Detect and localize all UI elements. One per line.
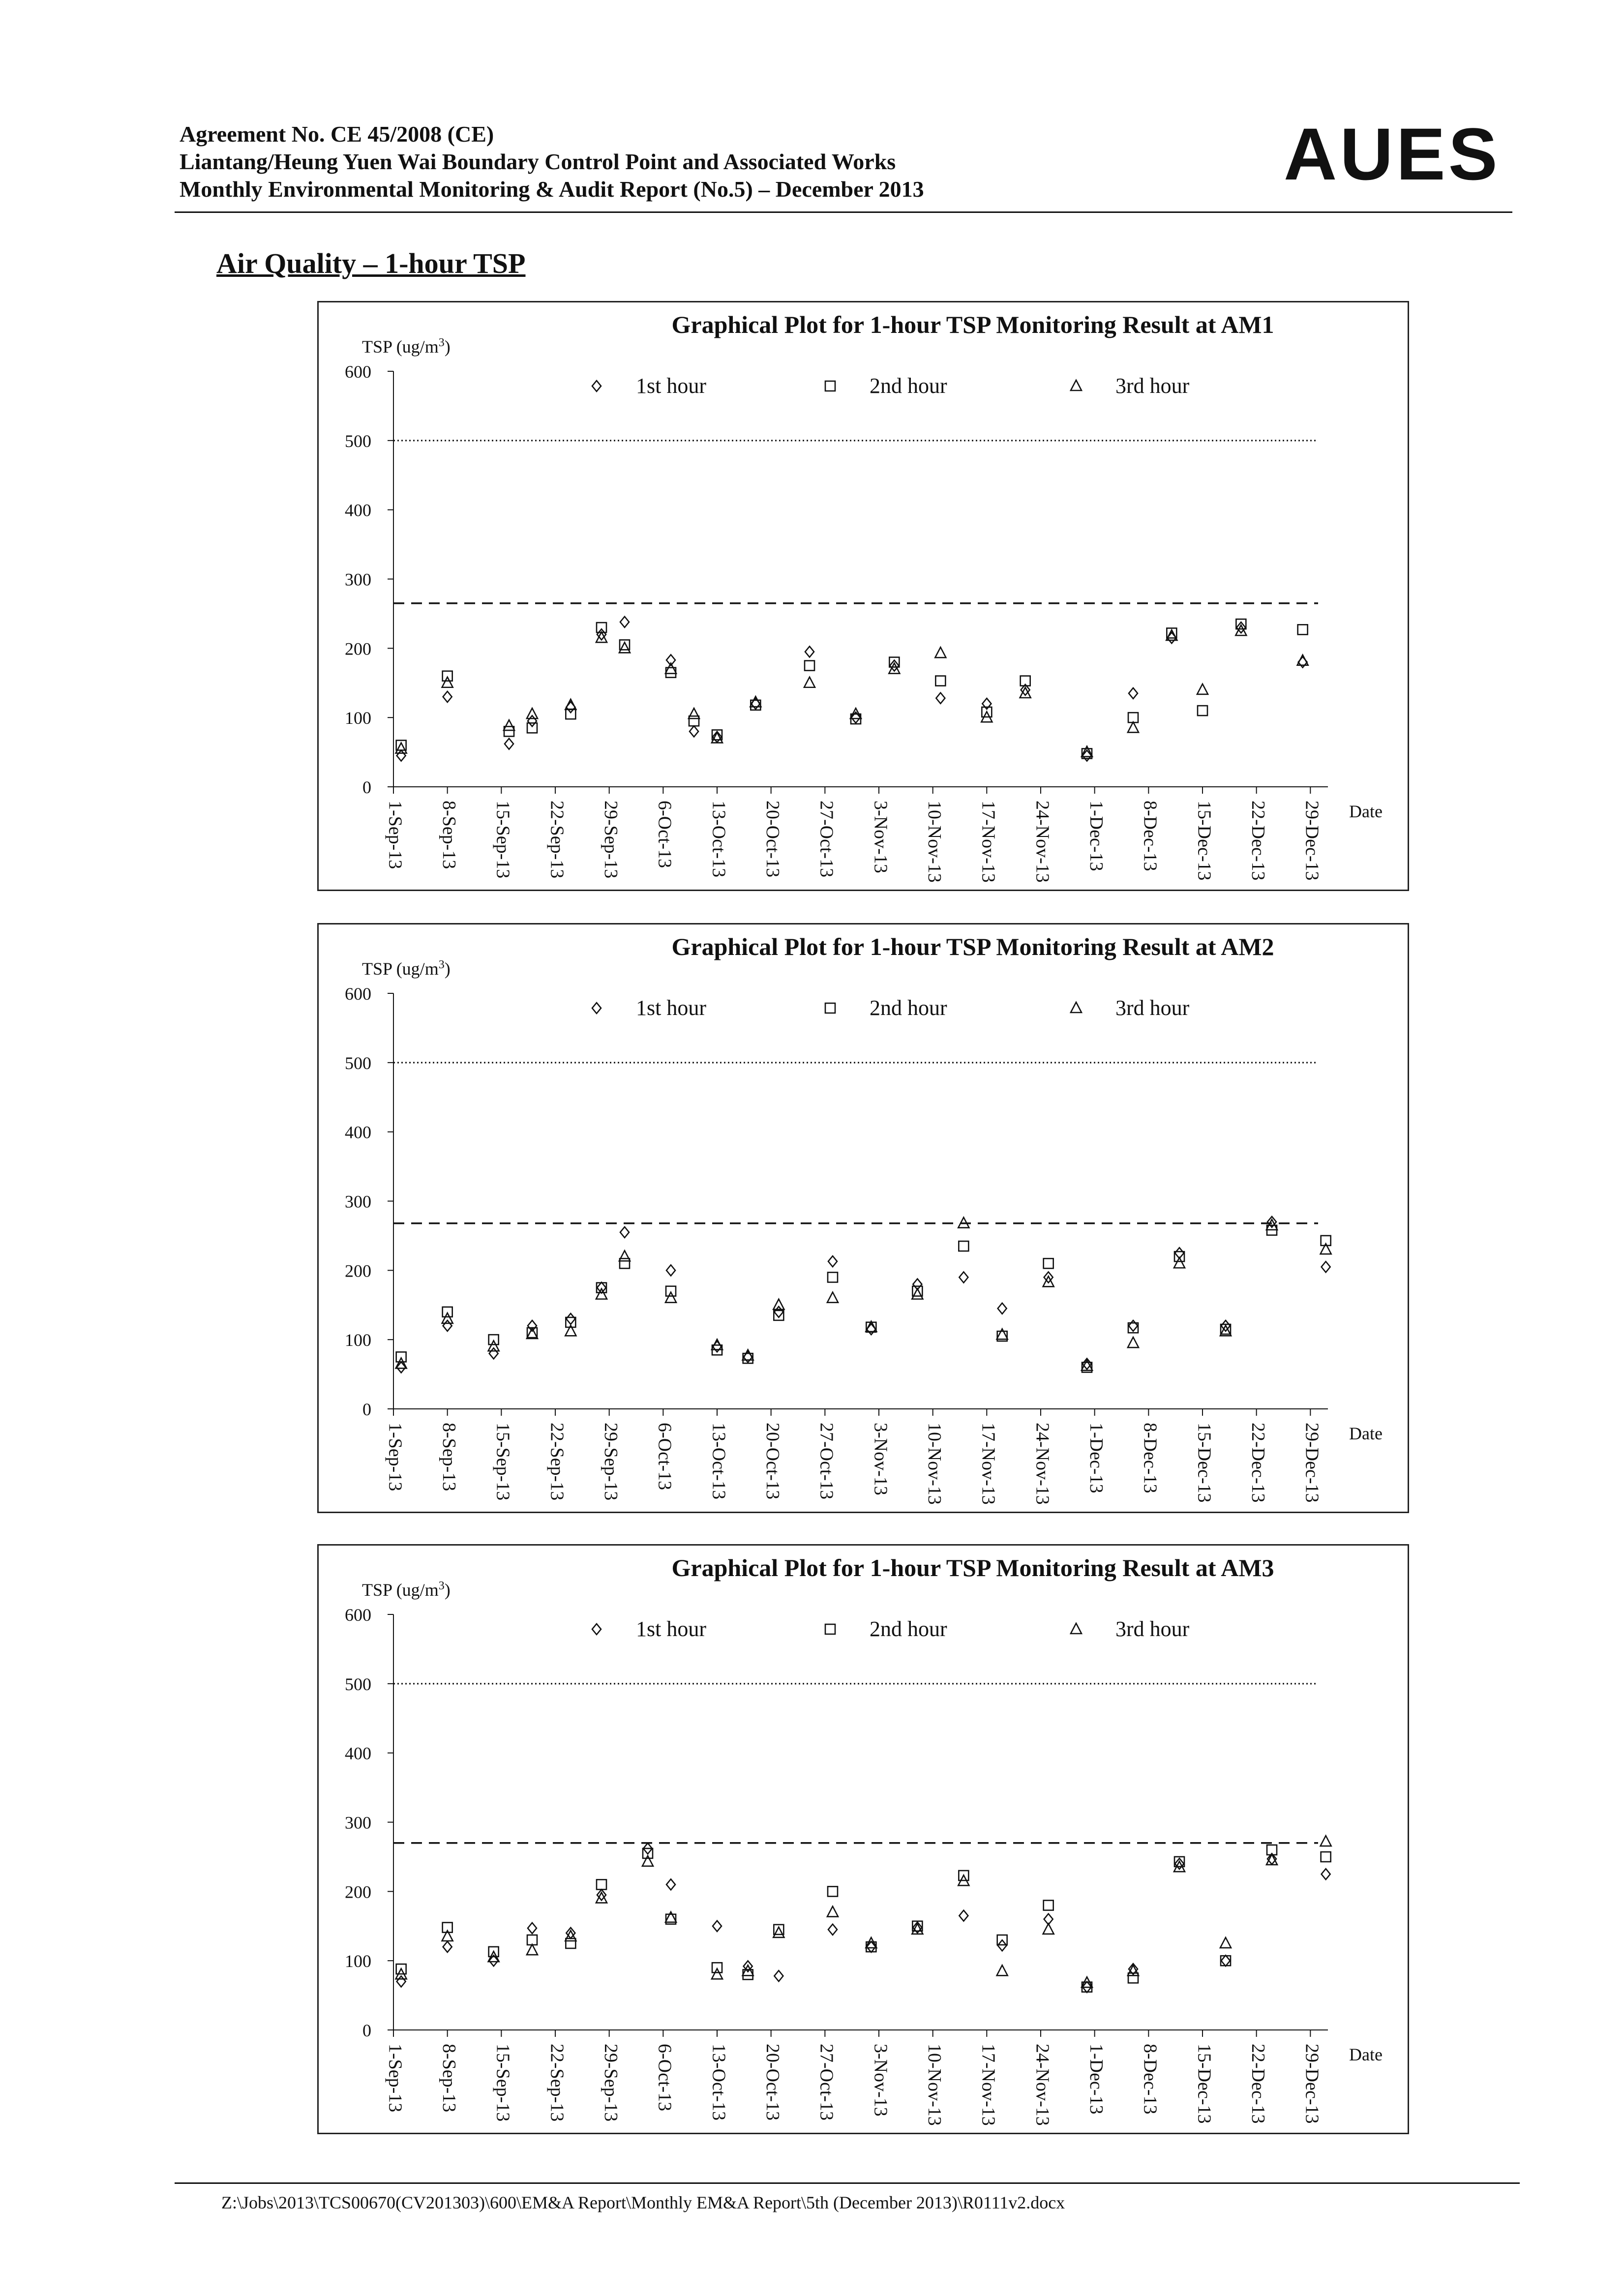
x-tick-label: 8-Sep-13 xyxy=(438,1423,459,1491)
am3-point-diamond xyxy=(828,1924,837,1935)
x-tick-label: 22-Sep-13 xyxy=(546,1423,568,1501)
x-tick-label: 15-Sep-13 xyxy=(492,2044,513,2122)
legend-label: 3rd hour xyxy=(1115,374,1190,398)
agreement-number: Agreement No. CE 45/2008 (CE) xyxy=(180,121,494,147)
x-tick-label: 1-Dec-13 xyxy=(1085,1423,1107,1493)
footer-divider xyxy=(175,2182,1520,2184)
am1-point-triangle xyxy=(1197,684,1208,694)
am2-point-triangle xyxy=(665,1292,676,1303)
x-tick-label: 15-Sep-13 xyxy=(492,801,513,879)
am3-point-diamond xyxy=(713,1921,722,1932)
am1-point-diamond xyxy=(443,691,452,702)
x-tick-label: 8-Dec-13 xyxy=(1140,2044,1161,2115)
am2-point-triangle xyxy=(527,1328,538,1339)
legend-label: 2nd hour xyxy=(870,996,947,1020)
y-tick-label: 400 xyxy=(345,1743,371,1763)
x-tick-label: 20-Oct-13 xyxy=(762,801,783,878)
x-tick-label: 29-Dec-13 xyxy=(1301,2044,1323,2124)
am2-point-triangle xyxy=(619,1251,630,1261)
am3-point-diamond xyxy=(959,1910,968,1921)
am2-point-diamond xyxy=(666,1265,675,1276)
am2-point-square xyxy=(828,1272,838,1282)
am3-point-diamond xyxy=(774,1970,783,1981)
x-tick-label: 22-Dec-13 xyxy=(1247,801,1268,881)
section-title: Air Quality – 1-hour TSP xyxy=(216,247,526,279)
am1-point-diamond xyxy=(505,739,513,749)
legend-label: 2nd hour xyxy=(870,1617,947,1641)
x-tick-label: 22-Sep-13 xyxy=(546,801,568,879)
x-tick-label: 10-Nov-13 xyxy=(924,1423,945,1505)
y-tick-label: 200 xyxy=(345,1261,371,1281)
am2-point-diamond xyxy=(774,1307,783,1317)
chart-am2-svg xyxy=(319,924,1408,1512)
x-tick-label: 13-Oct-13 xyxy=(708,2044,729,2121)
y-tick-label: 0 xyxy=(362,1400,371,1419)
legend-label: 3rd hour xyxy=(1115,996,1190,1020)
am3-point-triangle xyxy=(527,1944,538,1955)
report-title: Monthly Environmental Monitoring & Audit Report (No.5) – December 2013 xyxy=(180,177,924,202)
y-tick-label: 600 xyxy=(345,362,371,382)
y-tick-label: 600 xyxy=(345,1605,371,1625)
am2-point-triangle xyxy=(488,1341,499,1351)
am3-point-diamond xyxy=(1221,1955,1230,1966)
x-tick-label: 1-Dec-13 xyxy=(1085,801,1107,871)
x-tick-label: 3-Nov-13 xyxy=(870,801,891,873)
company-logo: AUES xyxy=(1284,113,1501,195)
am1-point-square xyxy=(805,661,814,671)
am2-point-square xyxy=(959,1241,968,1251)
am2-point-diamond xyxy=(998,1303,1007,1314)
x-tick-label: 17-Nov-13 xyxy=(978,801,999,883)
chart-title: Graphical Plot for 1-hour TSP Monitoring Result at AM2 xyxy=(671,933,1274,960)
am2-point-square xyxy=(1044,1258,1053,1268)
x-tick-label: 10-Nov-13 xyxy=(924,2044,945,2126)
am1-point-square xyxy=(935,676,945,686)
project-title: Liantang/Heung Yuen Wai Boundary Control Point and Associated Works xyxy=(180,149,896,174)
y-tick-label: 300 xyxy=(345,569,371,590)
x-tick-label: 13-Oct-13 xyxy=(708,1423,729,1500)
x-tick-label: 15-Sep-13 xyxy=(492,1423,513,1501)
am3-point-square xyxy=(1221,1956,1231,1966)
am1-point-triangle xyxy=(504,720,514,730)
am1-point-triangle xyxy=(935,647,946,657)
am1-point-square xyxy=(1298,625,1308,634)
am3-point-square xyxy=(1044,1901,1053,1910)
y-tick-label: 0 xyxy=(362,777,371,797)
x-tick-label: 8-Dec-13 xyxy=(1140,801,1161,871)
x-tick-label: 27-Oct-13 xyxy=(816,801,837,878)
x-tick-label: 29-Sep-13 xyxy=(600,2044,621,2122)
x-tick-label: 29-Dec-13 xyxy=(1301,801,1323,881)
x-tick-label: 15-Dec-13 xyxy=(1194,2044,1215,2124)
x-axis-label: Date xyxy=(1349,1424,1383,1443)
am3-point-square xyxy=(566,1938,575,1948)
am3-point-diamond xyxy=(1322,1869,1330,1879)
am1-point-square xyxy=(566,709,575,719)
am2-point-square xyxy=(620,1258,630,1268)
x-axis-label: Date xyxy=(1349,2045,1383,2064)
am3-point-triangle xyxy=(712,1968,722,1979)
am1-point-triangle xyxy=(619,642,630,653)
x-tick-label: 1-Sep-13 xyxy=(385,1423,406,1491)
y-tick-label: 500 xyxy=(345,431,371,451)
x-tick-label: 8-Sep-13 xyxy=(438,801,459,869)
legend-marker xyxy=(1071,380,1082,390)
legend-marker xyxy=(825,1624,835,1634)
am1-point-diamond xyxy=(528,716,537,726)
y-tick-label: 0 xyxy=(362,2021,371,2040)
y-tick-label: 300 xyxy=(345,1813,371,1833)
x-axis-label: Date xyxy=(1349,802,1383,821)
footer-file-path: Z:\Jobs\2013\TCS00670(CV201303)\600\EM&A Report\Monthly EM&A Report\5th (December 2013)\R0111v2.docx xyxy=(221,2193,1065,2212)
am2-point-diamond xyxy=(959,1272,968,1282)
am2-point-diamond xyxy=(443,1320,452,1331)
am2-point-triangle xyxy=(1128,1337,1139,1347)
y-tick-label: 300 xyxy=(345,1192,371,1212)
chart-title: Graphical Plot for 1-hour TSP Monitoring Result at AM1 xyxy=(671,311,1274,338)
x-tick-label: 3-Nov-13 xyxy=(870,1423,891,1495)
am3-point-diamond xyxy=(397,1976,406,1987)
chart-am1-svg xyxy=(319,302,1408,890)
am1-point-diamond xyxy=(936,693,945,704)
y-tick-label: 100 xyxy=(345,708,371,728)
legend-label: 1st hour xyxy=(636,996,706,1020)
am2-point-square xyxy=(774,1311,783,1320)
x-tick-label: 8-Dec-13 xyxy=(1140,1423,1161,1493)
am2-point-diamond xyxy=(489,1348,498,1359)
y-tick-label: 200 xyxy=(345,639,371,659)
legend-marker xyxy=(592,1003,601,1014)
legend-marker xyxy=(592,381,601,391)
legend-label: 2nd hour xyxy=(870,374,947,398)
legend-marker xyxy=(1071,1623,1082,1634)
am2-point-diamond xyxy=(828,1256,837,1267)
chart-am2 xyxy=(317,923,1409,1513)
y-tick-label: 400 xyxy=(345,1122,371,1142)
x-tick-label: 6-Oct-13 xyxy=(654,801,675,868)
x-tick-label: 17-Nov-13 xyxy=(978,2044,999,2126)
x-tick-label: 24-Nov-13 xyxy=(1032,1423,1053,1505)
am2-point-triangle xyxy=(442,1313,453,1323)
am3-point-square xyxy=(828,1886,838,1896)
x-tick-label: 10-Nov-13 xyxy=(924,801,945,883)
legend-marker xyxy=(592,1624,601,1635)
am2-point-triangle xyxy=(997,1329,1008,1339)
y-tick-label: 500 xyxy=(345,1053,371,1073)
legend-label: 1st hour xyxy=(636,374,706,398)
x-tick-label: 8-Sep-13 xyxy=(438,2044,459,2113)
y-axis-label: TSP $(ug/m^3)$ xyxy=(362,958,451,979)
am1-point-triangle xyxy=(527,708,538,718)
am3-point-triangle xyxy=(827,1907,838,1917)
x-tick-label: 27-Oct-13 xyxy=(816,2044,837,2121)
am3-point-triangle xyxy=(665,1912,676,1922)
am2-point-diamond xyxy=(867,1324,875,1335)
y-tick-label: 100 xyxy=(345,1951,371,1971)
chart-am1 xyxy=(317,301,1409,891)
x-tick-label: 22-Sep-13 xyxy=(546,2044,568,2122)
x-tick-label: 13-Oct-13 xyxy=(708,801,729,878)
y-tick-label: 100 xyxy=(345,1330,371,1350)
am1-point-diamond xyxy=(620,617,629,627)
am3-point-square xyxy=(1321,1852,1331,1862)
am2-point-diamond xyxy=(566,1313,575,1324)
am1-point-square xyxy=(689,716,699,726)
am2-point-diamond xyxy=(620,1227,629,1238)
x-tick-label: 15-Dec-13 xyxy=(1194,1423,1215,1503)
am1-point-square xyxy=(527,723,537,733)
legend-marker xyxy=(1071,1002,1082,1013)
chart-title: Graphical Plot for 1-hour TSP Monitoring Result at AM3 xyxy=(671,1554,1274,1581)
am3-point-triangle xyxy=(642,1856,653,1866)
x-tick-label: 22-Dec-13 xyxy=(1247,2044,1268,2124)
y-axis-label: TSP $(ug/m^3)$ xyxy=(362,336,451,357)
x-tick-label: 29-Sep-13 xyxy=(600,801,621,879)
x-tick-label: 1-Dec-13 xyxy=(1085,2044,1107,2115)
am3-point-square xyxy=(597,1879,606,1889)
chart-am3 xyxy=(317,1544,1409,2134)
am1-point-triangle xyxy=(689,708,699,718)
am3-point-diamond xyxy=(528,1923,537,1934)
x-tick-label: 20-Oct-13 xyxy=(762,1423,783,1500)
am1-point-diamond xyxy=(690,726,698,737)
am3-point-triangle xyxy=(1321,1836,1331,1846)
x-tick-label: 1-Sep-13 xyxy=(385,2044,406,2113)
x-tick-label: 29-Sep-13 xyxy=(600,1423,621,1501)
y-tick-label: 400 xyxy=(345,500,371,520)
am1-point-triangle xyxy=(804,677,815,687)
x-tick-label: 3-Nov-13 xyxy=(870,2044,891,2117)
am2-point-triangle xyxy=(773,1299,784,1310)
x-tick-label: 27-Oct-13 xyxy=(816,1423,837,1500)
y-tick-label: 200 xyxy=(345,1882,371,1902)
x-tick-label: 24-Nov-13 xyxy=(1032,2044,1053,2126)
x-tick-label: 6-Oct-13 xyxy=(654,1423,675,1491)
x-tick-label: 1-Sep-13 xyxy=(385,801,406,869)
am1-point-diamond xyxy=(397,750,406,761)
am3-point-triangle xyxy=(997,1965,1008,1975)
x-tick-label: 24-Nov-13 xyxy=(1032,801,1053,883)
am1-point-triangle xyxy=(442,677,453,687)
am1-point-square xyxy=(504,726,514,736)
chart-am3-svg xyxy=(319,1546,1408,2133)
report-header xyxy=(180,120,924,203)
y-tick-label: 600 xyxy=(345,984,371,1004)
x-tick-label: 20-Oct-13 xyxy=(762,2044,783,2121)
am2-point-diamond xyxy=(1322,1261,1330,1272)
am2-point-triangle xyxy=(827,1292,838,1303)
x-tick-label: 6-Oct-13 xyxy=(654,2044,675,2112)
x-tick-label: 15-Dec-13 xyxy=(1194,801,1215,881)
am1-point-diamond xyxy=(805,646,814,657)
am2-point-diamond xyxy=(1129,1320,1138,1331)
header-divider xyxy=(175,211,1512,213)
legend-marker xyxy=(825,1003,835,1013)
legend-label: 3rd hour xyxy=(1115,1617,1190,1641)
am1-point-triangle xyxy=(1128,722,1139,732)
am3-point-diamond xyxy=(666,1879,675,1890)
am1-point-diamond xyxy=(1129,688,1138,699)
x-tick-label: 17-Nov-13 xyxy=(978,1423,999,1505)
am1-point-triangle xyxy=(396,743,407,753)
legend-marker xyxy=(825,381,835,391)
am3-point-diamond xyxy=(443,1941,452,1952)
am1-point-diamond xyxy=(566,702,575,713)
x-tick-label: 29-Dec-13 xyxy=(1301,1423,1323,1503)
x-tick-label: 22-Dec-13 xyxy=(1247,1423,1268,1503)
am3-point-triangle xyxy=(1220,1938,1231,1948)
legend-label: 1st hour xyxy=(636,1617,706,1641)
y-tick-label: 500 xyxy=(345,1674,371,1694)
am3-point-triangle xyxy=(773,1927,784,1938)
y-axis-label: TSP $(ug/m^3)$ xyxy=(362,1580,451,1600)
am1-point-square xyxy=(1198,706,1207,716)
